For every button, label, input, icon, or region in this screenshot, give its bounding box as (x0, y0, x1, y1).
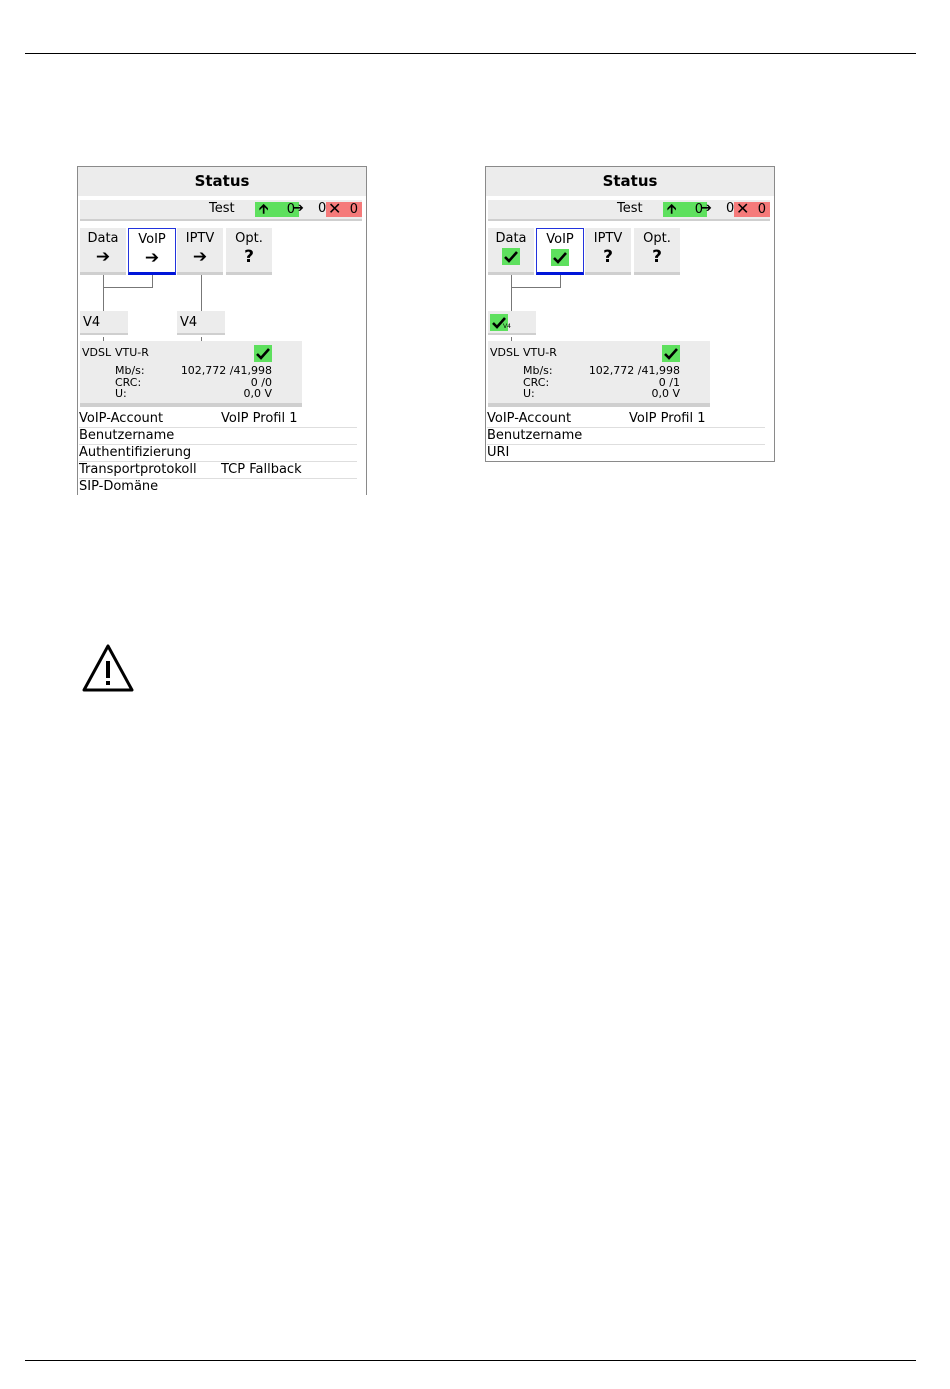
pass-count: 0 (694, 202, 703, 217)
cross-icon: ✕ (328, 199, 342, 218)
tab-label: VoIP (546, 232, 574, 247)
row-key: Benutzername (79, 428, 175, 443)
check-icon (551, 249, 569, 266)
connector-line (511, 275, 512, 311)
test-label: Test (617, 201, 643, 216)
row-value: VoIP Profil 1 (629, 411, 706, 426)
line-status-panel (488, 341, 710, 407)
question-icon: ? (603, 247, 613, 267)
warning-triangle-icon (81, 643, 135, 693)
cross-icon: ✕ (736, 199, 750, 218)
fail-count: 0 (757, 202, 766, 217)
pending-count: 0 (726, 201, 735, 216)
list-item[interactable] (487, 445, 765, 461)
row-value: VoIP Profil 1 (221, 411, 298, 426)
voltage-value: 0,0 V (651, 387, 680, 400)
question-icon: ? (652, 247, 662, 267)
connector-line (201, 275, 202, 311)
tab-label: VoIP (138, 232, 166, 247)
rate-label: Mb/s: (523, 364, 553, 377)
voltage-value: 0,0 V (243, 387, 272, 400)
ipv4-box-data[interactable]: V4 (80, 311, 128, 335)
list-item[interactable] (79, 411, 357, 428)
arrow-right-icon: ➔ (701, 201, 712, 216)
ipv4-box-iptv[interactable]: V4 (177, 311, 225, 335)
header-rule (25, 53, 916, 54)
check-icon (254, 345, 272, 362)
check-icon (502, 248, 520, 265)
test-summary-bar (488, 200, 770, 221)
voip-settings-list (487, 411, 765, 461)
status-screen-voip-done (485, 166, 775, 462)
voltage-label: U: (523, 387, 535, 400)
tab-label: Opt. (643, 231, 671, 246)
ipv4-box-data[interactable] (488, 311, 536, 335)
list-item[interactable] (79, 445, 357, 462)
connector-line (560, 275, 561, 287)
tab-label: IPTV (593, 231, 623, 246)
tab-voip[interactable] (536, 228, 584, 275)
screen-title: Status (78, 167, 366, 196)
tab-label: IPTV (185, 231, 215, 246)
row-key: VoIP-Account (487, 411, 572, 426)
crc-value: 0 /0 (250, 375, 272, 389)
arrow-up-icon: 🡩 (259, 202, 269, 217)
pending-count: 0 (318, 201, 327, 216)
connector-line (103, 287, 153, 288)
crc-value: 0 /1 (658, 375, 680, 389)
fail-count: 0 (349, 202, 358, 217)
arrow-right-icon: ➔ (144, 248, 160, 268)
rate-value: 102,772 /41,998 (180, 364, 272, 377)
arrow-right-icon: ➔ (293, 201, 304, 216)
line-mode: VTU-R (115, 346, 149, 359)
tab-opt[interactable] (226, 228, 272, 275)
line-status-panel (80, 341, 302, 407)
row-key: URI (487, 445, 510, 460)
screen-title: Status (486, 167, 774, 196)
list-item[interactable] (79, 462, 357, 479)
line-type: VDSL (82, 346, 112, 359)
fail-counter (734, 199, 770, 218)
voltage-label: U: (115, 387, 127, 400)
row-value: TCP Fallback (221, 462, 302, 477)
pass-count: 0 (286, 202, 295, 217)
crc-label: CRC: (115, 375, 142, 389)
list-item[interactable] (79, 428, 357, 445)
line-type: VDSL (490, 346, 520, 359)
row-key: Authentifizierung (79, 445, 192, 460)
question-icon: ? (244, 247, 254, 267)
tab-opt[interactable] (634, 228, 680, 275)
tab-label: Data (87, 231, 119, 246)
ipv4-subscript: V4 (503, 323, 511, 330)
fail-counter (326, 199, 362, 218)
line-mode: VTU-R (523, 346, 557, 359)
arrow-right-icon: ➔ (95, 247, 111, 267)
voip-settings-list (79, 411, 357, 495)
status-screen-voip-running (77, 166, 367, 495)
row-key: SIP-Domäne (79, 479, 159, 494)
connector-line (152, 275, 153, 287)
test-summary-bar (80, 200, 362, 221)
list-item[interactable] (79, 479, 357, 495)
arrow-right-icon: ➔ (192, 247, 208, 267)
list-item[interactable] (487, 428, 765, 445)
list-item[interactable] (487, 411, 765, 428)
tab-label: Opt. (235, 231, 263, 246)
connector-line (103, 275, 104, 311)
check-icon (662, 345, 680, 362)
arrow-up-icon: 🡩 (667, 202, 677, 217)
rate-value: 102,772 /41,998 (588, 364, 680, 377)
tab-data[interactable] (80, 228, 126, 275)
tab-data[interactable] (488, 228, 534, 275)
tab-label: Data (495, 231, 527, 246)
connector-line (511, 287, 561, 288)
test-label: Test (209, 201, 235, 216)
tab-iptv[interactable] (177, 228, 223, 275)
rate-label: Mb/s: (115, 364, 145, 377)
crc-label: CRC: (523, 375, 550, 389)
row-key: Benutzername (487, 428, 583, 443)
row-key: Transportprotokoll (79, 462, 197, 477)
row-key: VoIP-Account (79, 411, 164, 426)
tab-iptv[interactable] (585, 228, 631, 275)
tab-voip[interactable] (128, 228, 176, 275)
footer-rule (25, 1360, 916, 1361)
